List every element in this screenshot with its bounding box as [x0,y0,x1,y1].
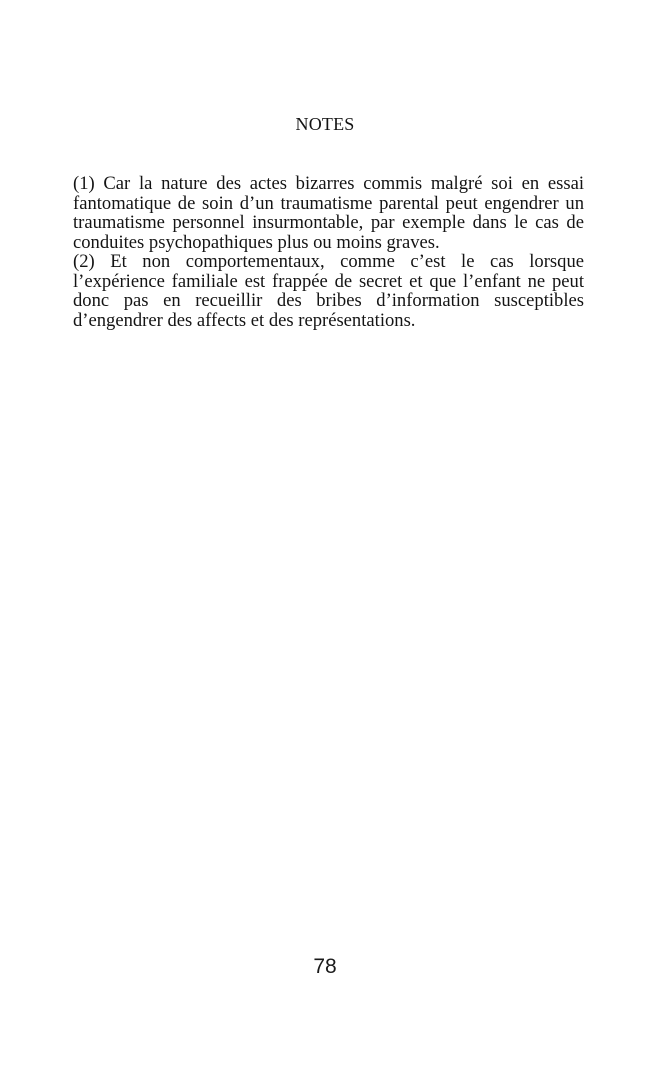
page-number: 78 [313,955,337,978]
notes-section [73,174,584,330]
note-1: (1) Car la nature des actes bizarres commis malgré soi en essai fantomatique de soin d’un traumatisme parental peut engendrer un traumatisme personnel insurmontable, par exemple dans le cas de conduites psychopathiques plus ou moins graves. [73,173,584,253]
page-title: NOTES [295,114,355,134]
note-2: (2) Et non comportementaux, comme c’est le cas lorsque l’expérience familiale est frappée de secret et que l’enfant ne peut donc pas en recueillir des bribes d’information susceptibles d’engendrer des affects et des représentations. [73,251,584,331]
